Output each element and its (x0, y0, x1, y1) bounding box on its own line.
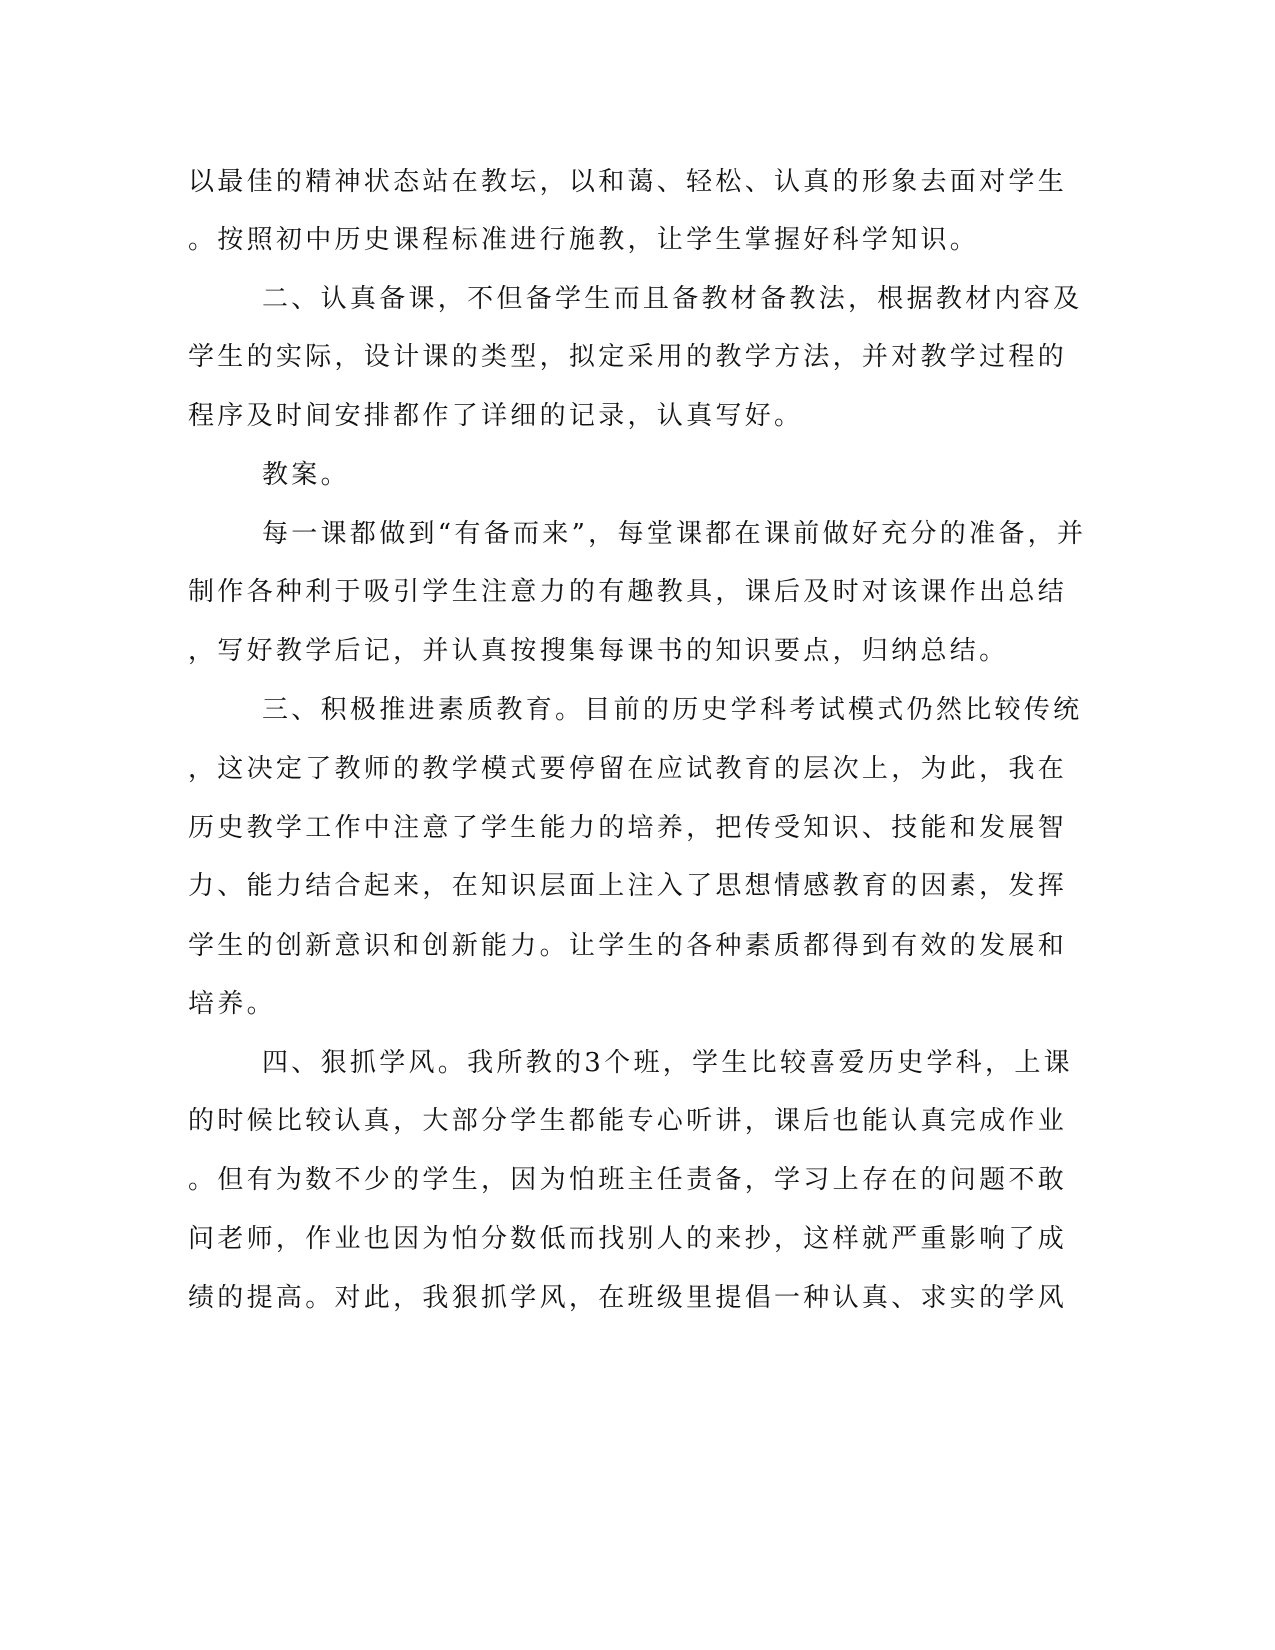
text-line: 力、能力结合起来，在知识层面上注入了思想情感教育的因素，发挥 (188, 871, 1068, 901)
text-line: 二、认真备课，不但备学生而且备教材备教法，根据教材内容及 (262, 284, 1083, 314)
text-line: ，写好教学后记，并认真按搜集每课书的知识要点，归纳总结。 (188, 636, 1009, 666)
text-line: 制作各种利于吸引学生注意力的有趣教具，课后及时对该课作出总结 (188, 577, 1068, 607)
text-line: 。按照初中历史课程标准进行施教，让学生掌握好科学知识。 (188, 225, 980, 255)
text-line: 程序及时间安排都作了详细的记录，认真写好。 (188, 401, 804, 431)
text-line: 问老师，作业也因为怕分数低而找别人的来抄，这样就严重影响了成 (188, 1224, 1068, 1254)
text-line: 的时候比较认真，大部分学生都能专心听讲，课后也能认真完成作业 (188, 1106, 1068, 1136)
text-line: 学生的实际，设计课的类型，拟定采用的教学方法，并对教学过程的 (188, 342, 1068, 372)
text-line: 。但有为数不少的学生，因为怕班主任责备，学习上存在的问题不敢 (188, 1165, 1068, 1195)
text-line: 历史教学工作中注意了学生能力的培养，把传受知识、技能和发展智 (188, 813, 1068, 843)
text-line: 绩的提高。对此，我狠抓学风，在班级里提倡一种认真、求实的学风 (188, 1283, 1068, 1313)
text-line: 学生的创新意识和创新能力。让学生的各种素质都得到有效的发展和 (188, 931, 1068, 961)
text-line: 教案。 (262, 460, 350, 490)
text-line: 培养。 (188, 989, 276, 1019)
text-line: 三、积极推进素质教育。目前的历史学科考试模式仍然比较传统 (262, 695, 1083, 725)
text-line: ，这决定了教师的教学模式要停留在应试教育的层次上，为此，我在 (188, 754, 1068, 784)
text-line: 四、狠抓学风。我所教的3个班，学生比较喜爱历史学科，上课 (262, 1048, 1073, 1078)
text-line: 每一课都做到“有备而来”，每堂课都在课前做好充分的准备，并 (262, 519, 1087, 549)
text-line: 以最佳的精神状态站在教坛，以和蔼、轻松、认真的形象去面对学生 (188, 167, 1068, 197)
